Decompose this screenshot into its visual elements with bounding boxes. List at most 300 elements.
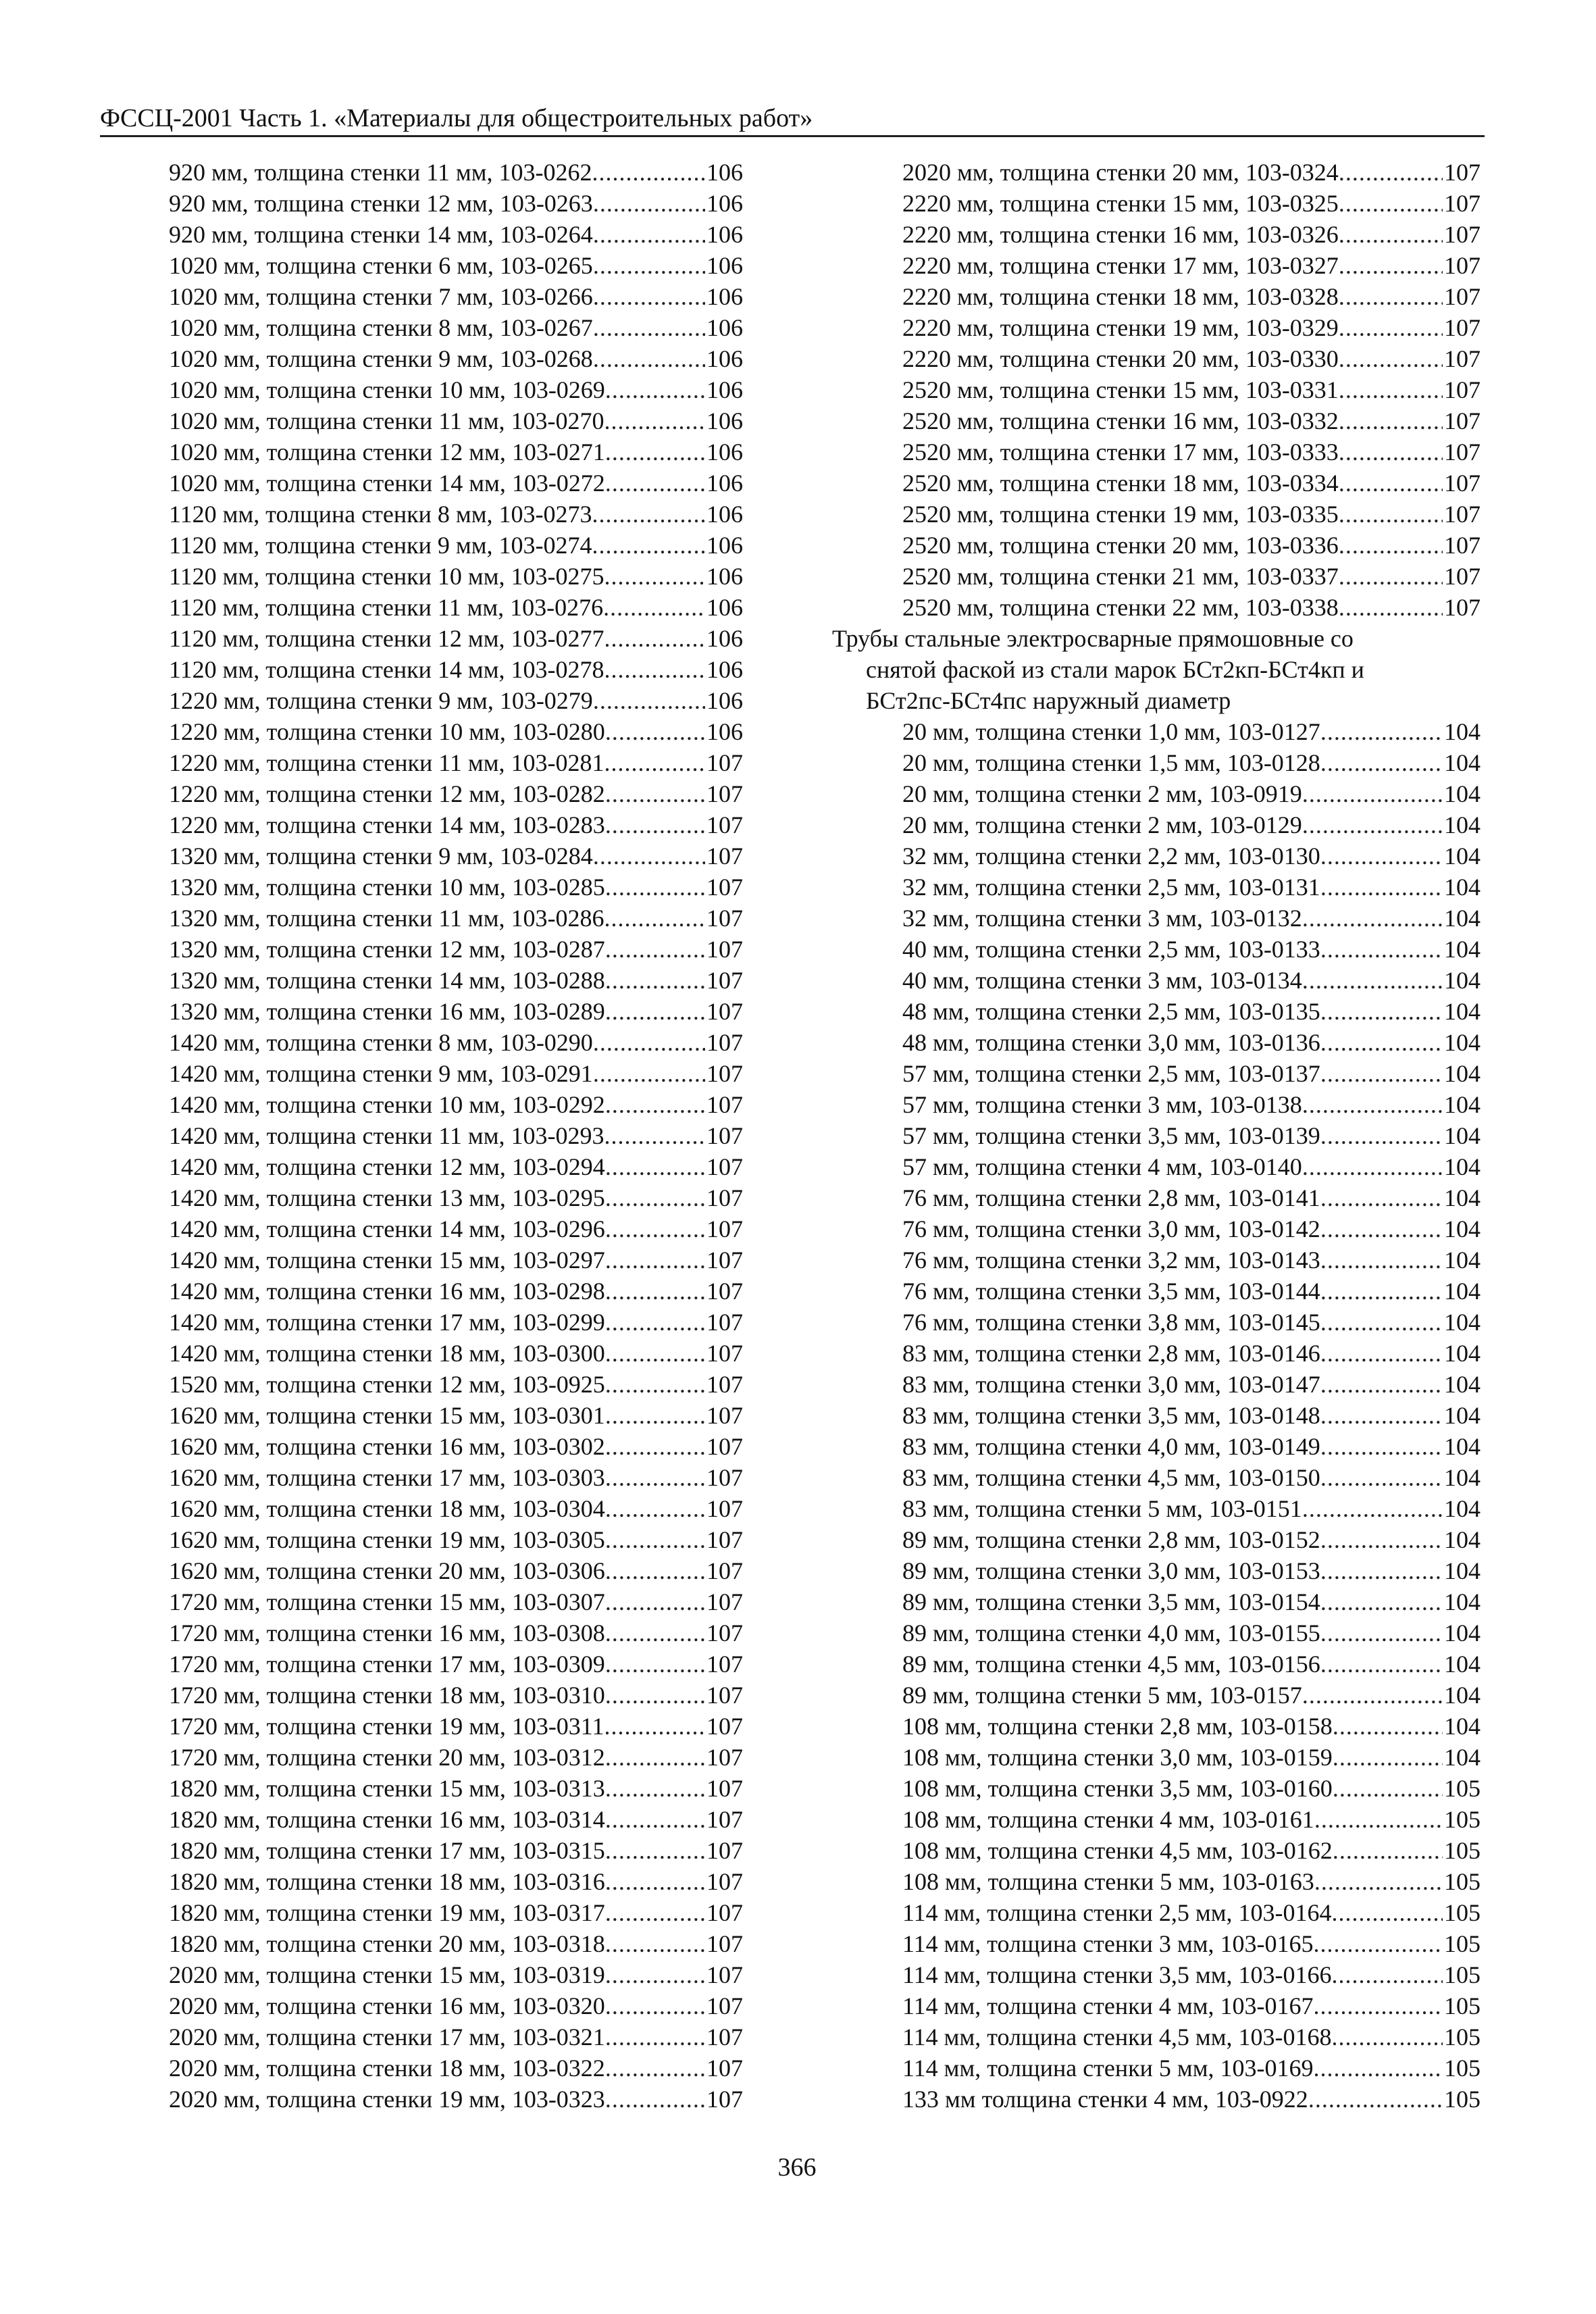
entry-page-number: 107 bbox=[706, 1899, 743, 1926]
dot-leader bbox=[604, 1120, 705, 1151]
entry-page-number: 107 bbox=[706, 1402, 743, 1429]
entry-text: 2020 мм, толщина стенки 19 мм, 103-0323 bbox=[169, 2086, 605, 2113]
entry-page-number: 107 bbox=[706, 998, 743, 1025]
dot-leader bbox=[593, 1027, 705, 1058]
entry-text: 1120 мм, толщина стенки 14 мм, 103-0278 bbox=[169, 656, 604, 683]
entry-page-number: 104 bbox=[1444, 936, 1481, 963]
entry-page-number: 104 bbox=[1444, 1122, 1481, 1149]
entry-text: 1720 мм, толщина стенки 16 мм, 103-0308 bbox=[169, 1619, 605, 1646]
entry-text: 1320 мм, толщина стенки 14 мм, 103-0288 bbox=[169, 967, 605, 994]
entry-text: 1820 мм, толщина стенки 19 мм, 103-0317 bbox=[169, 1899, 605, 1926]
entry-text: 2220 мм, толщина стенки 15 мм, 103-0325 bbox=[902, 190, 1339, 217]
dot-leader bbox=[1320, 1307, 1443, 1338]
entry-page-number: 104 bbox=[1444, 905, 1481, 932]
entry-page-number: 107 bbox=[706, 1775, 743, 1802]
index-entry bbox=[832, 1711, 1481, 1742]
dot-leader bbox=[605, 1151, 705, 1182]
dot-leader bbox=[605, 1182, 705, 1213]
entry-text: 114 мм, толщина стенки 3,5 мм, 103-0166 bbox=[902, 1961, 1332, 1988]
entry-text: 1320 мм, толщина стенки 10 мм, 103-0285 bbox=[169, 874, 605, 901]
index-entry bbox=[169, 1369, 743, 1400]
entry-text: 108 мм, толщина стенки 4 мм, 103-0161 bbox=[902, 1806, 1314, 1833]
dot-leader bbox=[605, 1649, 705, 1680]
entry-page-number: 107 bbox=[706, 1713, 743, 1740]
index-entry bbox=[832, 1120, 1481, 1151]
dot-leader bbox=[1320, 1369, 1443, 1400]
entry-text: 1020 мм, толщина стенки 14 мм, 103-0272 bbox=[169, 470, 605, 497]
index-entry bbox=[832, 996, 1481, 1027]
index-entry bbox=[832, 1649, 1481, 1680]
index-entry bbox=[832, 1182, 1481, 1213]
dot-leader bbox=[604, 1711, 705, 1742]
entry-page-number: 104 bbox=[1444, 1588, 1481, 1615]
dot-leader bbox=[605, 1369, 705, 1400]
dot-leader bbox=[1339, 592, 1443, 623]
index-entry bbox=[169, 188, 743, 219]
entry-text: 1120 мм, толщина стенки 8 мм, 103-0273 bbox=[169, 501, 592, 528]
dot-leader bbox=[1308, 2084, 1443, 2115]
index-entry bbox=[169, 1742, 743, 1773]
dot-leader bbox=[1320, 934, 1443, 965]
entry-page-number: 107 bbox=[706, 1464, 743, 1491]
section-heading bbox=[832, 623, 1481, 716]
dot-leader bbox=[605, 1897, 705, 1928]
index-entry bbox=[832, 499, 1481, 530]
dot-leader bbox=[1339, 312, 1443, 343]
entry-page-number: 104 bbox=[1444, 1247, 1481, 1274]
dot-leader bbox=[605, 965, 705, 996]
entry-text: 20 мм, толщина стенки 1,0 мм, 103-0127 bbox=[902, 718, 1320, 745]
entry-page-number: 107 bbox=[1444, 221, 1481, 248]
index-entry bbox=[832, 1617, 1481, 1649]
dot-leader bbox=[1302, 965, 1443, 996]
entry-page-number: 105 bbox=[1444, 1806, 1481, 1833]
index-entry bbox=[832, 1027, 1481, 1058]
entry-page-number: 107 bbox=[706, 1371, 743, 1398]
entry-text: 1120 мм, толщина стенки 11 мм, 103-0276 bbox=[169, 594, 604, 621]
index-entry bbox=[832, 1804, 1481, 1835]
index-entry bbox=[832, 374, 1481, 405]
entry-text: 1820 мм, толщина стенки 15 мм, 103-0313 bbox=[169, 1775, 605, 1802]
entry-page-number: 106 bbox=[706, 563, 743, 590]
dot-leader bbox=[605, 1959, 705, 1990]
entry-page-number: 104 bbox=[1444, 967, 1481, 994]
entry-page-number: 105 bbox=[1444, 1868, 1481, 1895]
dot-leader bbox=[593, 250, 705, 281]
dot-leader bbox=[605, 1773, 705, 1804]
dot-leader bbox=[593, 219, 705, 250]
index-entry bbox=[169, 436, 743, 468]
entry-page-number: 106 bbox=[706, 407, 743, 434]
entry-text: 1420 мм, толщина стенки 13 мм, 103-0295 bbox=[169, 1184, 605, 1211]
entry-text: 32 мм, толщина стенки 2,2 мм, 103-0130 bbox=[902, 842, 1320, 870]
dot-leader bbox=[605, 1400, 705, 1431]
dot-leader bbox=[605, 1307, 705, 1338]
entry-text: 76 мм, толщина стенки 3,2 мм, 103-0143 bbox=[902, 1247, 1320, 1274]
entry-page-number: 106 bbox=[706, 159, 743, 186]
entry-text: 1020 мм, толщина стенки 11 мм, 103-0270 bbox=[169, 407, 604, 434]
index-entry bbox=[169, 1555, 743, 1586]
dot-leader bbox=[605, 716, 705, 747]
dot-leader bbox=[1320, 1338, 1443, 1369]
dot-leader bbox=[1320, 716, 1443, 747]
dot-leader bbox=[1339, 188, 1443, 219]
dot-leader bbox=[605, 1835, 705, 1866]
entry-page-number: 106 bbox=[706, 283, 743, 310]
index-entry bbox=[832, 903, 1481, 934]
index-entry bbox=[832, 157, 1481, 188]
entry-page-number: 107 bbox=[706, 1557, 743, 1584]
dot-leader bbox=[1333, 1742, 1443, 1773]
dot-leader bbox=[1314, 1866, 1443, 1897]
dot-leader bbox=[1320, 1400, 1443, 1431]
index-entry bbox=[832, 1213, 1481, 1244]
entry-page-number: 106 bbox=[706, 190, 743, 217]
entry-page-number: 107 bbox=[706, 1153, 743, 1180]
index-entry bbox=[832, 1431, 1481, 1462]
dot-leader bbox=[1339, 219, 1443, 250]
entry-text: 76 мм, толщина стенки 3,5 мм, 103-0144 bbox=[902, 1278, 1320, 1305]
index-entry bbox=[832, 716, 1481, 747]
index-entry bbox=[169, 716, 743, 747]
entry-page-number: 107 bbox=[706, 936, 743, 963]
dot-leader bbox=[605, 1524, 705, 1555]
entry-text: 1020 мм, толщина стенки 9 мм, 103-0268 bbox=[169, 345, 593, 372]
index-entry bbox=[832, 405, 1481, 436]
dot-leader bbox=[593, 281, 705, 312]
index-entry bbox=[169, 1338, 743, 1369]
index-entry bbox=[832, 2021, 1481, 2053]
entry-page-number: 107 bbox=[706, 2055, 743, 2082]
entry-page-number: 105 bbox=[1444, 1961, 1481, 1988]
dot-leader bbox=[1320, 840, 1443, 872]
entry-text: 2520 мм, толщина стенки 20 мм, 103-0336 bbox=[902, 532, 1339, 559]
dot-leader bbox=[605, 1928, 705, 1959]
index-entry bbox=[832, 1338, 1481, 1369]
index-entry bbox=[832, 1835, 1481, 1866]
entry-text: 1020 мм, толщина стенки 7 мм, 103-0266 bbox=[169, 283, 593, 310]
dot-leader bbox=[605, 1742, 705, 1773]
entry-text: 2020 мм, толщина стенки 18 мм, 103-0322 bbox=[169, 2055, 605, 2082]
index-entry bbox=[169, 1804, 743, 1835]
index-entry bbox=[169, 561, 743, 592]
entry-page-number: 106 bbox=[706, 687, 743, 714]
entry-text: 1720 мм, толщина стенки 17 мм, 103-0309 bbox=[169, 1651, 605, 1678]
entry-text: 1620 мм, толщина стенки 17 мм, 103-0303 bbox=[169, 1464, 605, 1491]
entry-page-number: 104 bbox=[1444, 1526, 1481, 1553]
index-entry bbox=[832, 468, 1481, 499]
index-entry bbox=[169, 1244, 743, 1276]
dot-leader bbox=[1320, 747, 1443, 778]
entry-text: 2520 мм, толщина стенки 15 мм, 103-0331 bbox=[902, 376, 1339, 403]
dot-leader bbox=[593, 1058, 705, 1089]
entry-page-number: 107 bbox=[706, 1619, 743, 1646]
entry-text: 2220 мм, толщина стенки 20 мм, 103-0330 bbox=[902, 345, 1339, 372]
dot-leader bbox=[1314, 1804, 1443, 1835]
entry-page-number: 106 bbox=[706, 532, 743, 559]
entry-page-number: 104 bbox=[1444, 1557, 1481, 1584]
entry-page-number: 107 bbox=[706, 1588, 743, 1615]
dot-leader bbox=[593, 188, 705, 219]
entry-page-number: 104 bbox=[1444, 1713, 1481, 1740]
index-entry bbox=[832, 1524, 1481, 1555]
entry-text: 48 мм, толщина стенки 2,5 мм, 103-0135 bbox=[902, 998, 1320, 1025]
dot-leader bbox=[605, 1586, 705, 1617]
entry-page-number: 107 bbox=[706, 1433, 743, 1460]
entry-text: 1320 мм, толщина стенки 16 мм, 103-0289 bbox=[169, 998, 605, 1025]
entry-text: 1820 мм, толщина стенки 20 мм, 103-0318 bbox=[169, 1930, 605, 1957]
index-entry bbox=[169, 1928, 743, 1959]
dot-leader bbox=[593, 840, 705, 872]
dot-leader bbox=[604, 903, 705, 934]
index-entry bbox=[832, 1555, 1481, 1586]
entry-text: 920 мм, толщина стенки 11 мм, 103-0262 bbox=[169, 159, 592, 186]
entry-text: 2220 мм, толщина стенки 17 мм, 103-0327 bbox=[902, 252, 1339, 279]
dot-leader bbox=[592, 157, 705, 188]
entry-page-number: 107 bbox=[706, 1060, 743, 1087]
index-entry bbox=[169, 250, 743, 281]
dot-leader bbox=[1320, 872, 1443, 903]
index-entry bbox=[169, 2021, 743, 2053]
entry-text: 920 мм, толщина стенки 14 мм, 103-0264 bbox=[169, 221, 593, 248]
entry-page-number: 107 bbox=[706, 1526, 743, 1553]
dot-leader bbox=[1339, 530, 1443, 561]
entry-page-number: 104 bbox=[1444, 1184, 1481, 1211]
entry-text: 89 мм, толщина стенки 3,0 мм, 103-0153 bbox=[902, 1557, 1320, 1584]
entry-text: 83 мм, толщина стенки 4,0 мм, 103-0149 bbox=[902, 1433, 1320, 1460]
entry-text: 1420 мм, толщина стенки 18 мм, 103-0300 bbox=[169, 1340, 605, 1367]
index-entry bbox=[832, 312, 1481, 343]
dot-leader bbox=[1320, 1431, 1443, 1462]
dot-leader bbox=[605, 468, 705, 499]
entry-page-number: 107 bbox=[706, 1122, 743, 1149]
dot-leader bbox=[605, 1338, 705, 1369]
right-column bbox=[832, 157, 1481, 2115]
header-rule bbox=[100, 135, 1485, 137]
entry-page-number: 104 bbox=[1444, 1464, 1481, 1491]
entry-page-number: 107 bbox=[706, 1309, 743, 1336]
entry-page-number: 107 bbox=[1444, 407, 1481, 434]
entry-text: 2520 мм, толщина стенки 17 мм, 103-0333 bbox=[902, 438, 1339, 466]
entry-page-number: 106 bbox=[706, 470, 743, 497]
entry-text: 57 мм, толщина стенки 3 мм, 103-0138 bbox=[902, 1091, 1302, 1118]
dot-leader bbox=[1302, 778, 1443, 809]
entry-page-number: 104 bbox=[1444, 1091, 1481, 1118]
index-entry bbox=[169, 1680, 743, 1711]
entry-text: 1220 мм, толщина стенки 10 мм, 103-0280 bbox=[169, 718, 605, 745]
entry-text: 1020 мм, толщина стенки 10 мм, 103-0269 bbox=[169, 376, 605, 403]
entry-text: 133 мм толщина стенки 4 мм, 103-0922 bbox=[902, 2086, 1308, 2113]
dot-leader bbox=[1339, 281, 1443, 312]
entry-text: 89 мм, толщина стенки 5 мм, 103-0157 bbox=[902, 1682, 1302, 1709]
entry-text: 2520 мм, толщина стенки 21 мм, 103-0337 bbox=[902, 563, 1339, 590]
index-entry bbox=[832, 250, 1481, 281]
dot-leader bbox=[1339, 436, 1443, 468]
index-entry bbox=[169, 499, 743, 530]
index-entry bbox=[169, 374, 743, 405]
dot-leader bbox=[1320, 996, 1443, 1027]
entry-page-number: 106 bbox=[706, 221, 743, 248]
index-entry bbox=[832, 281, 1481, 312]
index-entry bbox=[169, 623, 743, 654]
entry-text: 1420 мм, толщина стенки 17 мм, 103-0299 bbox=[169, 1309, 605, 1336]
entry-text: 108 мм, толщина стенки 4,5 мм, 103-0162 bbox=[902, 1837, 1333, 1864]
entry-page-number: 104 bbox=[1444, 874, 1481, 901]
entry-page-number: 107 bbox=[1444, 190, 1481, 217]
entry-text: 2020 мм, толщина стенки 20 мм, 103-0324 bbox=[902, 159, 1339, 186]
index-entry bbox=[169, 468, 743, 499]
entry-page-number: 104 bbox=[1444, 749, 1481, 776]
entry-text: 20 мм, толщина стенки 2 мм, 103-0129 bbox=[902, 811, 1302, 838]
entry-page-number: 105 bbox=[1444, 1992, 1481, 2019]
index-entry bbox=[169, 1058, 743, 1089]
index-entry bbox=[169, 1524, 743, 1555]
dot-leader bbox=[1320, 1617, 1443, 1649]
entry-text: 1220 мм, толщина стенки 14 мм, 103-0283 bbox=[169, 811, 605, 838]
entry-page-number: 107 bbox=[706, 1868, 743, 1895]
entry-page-number: 105 bbox=[1444, 1930, 1481, 1957]
entry-page-number: 105 bbox=[1444, 2055, 1481, 2082]
entry-text: 2520 мм, толщина стенки 22 мм, 103-0338 bbox=[902, 594, 1339, 621]
entry-text: 2520 мм, толщина стенки 18 мм, 103-0334 bbox=[902, 470, 1339, 497]
dot-leader bbox=[604, 747, 705, 778]
entry-text: 76 мм, толщина стенки 3,0 мм, 103-0142 bbox=[902, 1215, 1320, 1242]
entry-text: 108 мм, толщина стенки 3,0 мм, 103-0159 bbox=[902, 1744, 1333, 1771]
dot-leader bbox=[1320, 1586, 1443, 1617]
dot-leader bbox=[1320, 1462, 1443, 1493]
entry-text: 1520 мм, толщина стенки 12 мм, 103-0925 bbox=[169, 1371, 605, 1398]
entry-text: 1420 мм, толщина стенки 15 мм, 103-0297 bbox=[169, 1247, 605, 1274]
entry-text: 2220 мм, толщина стенки 19 мм, 103-0329 bbox=[902, 314, 1339, 341]
entry-page-number: 107 bbox=[706, 1215, 743, 1242]
entry-page-number: 107 bbox=[706, 1247, 743, 1274]
index-entry bbox=[832, 1089, 1481, 1120]
entry-text: 1020 мм, толщина стенки 12 мм, 103-0271 bbox=[169, 438, 605, 466]
page-header: ФССЦ-2001 Часть 1. «Материалы для общестроительных работ» bbox=[100, 104, 813, 132]
index-entry bbox=[832, 747, 1481, 778]
entry-text: 1220 мм, толщина стенки 9 мм, 103-0279 bbox=[169, 687, 593, 714]
entry-text: 89 мм, толщина стенки 3,5 мм, 103-0154 bbox=[902, 1588, 1320, 1615]
entry-text: 1720 мм, толщина стенки 15 мм, 103-0307 bbox=[169, 1588, 605, 1615]
entry-text: 2520 мм, толщина стенки 19 мм, 103-0335 bbox=[902, 501, 1339, 528]
entry-page-number: 104 bbox=[1444, 1371, 1481, 1398]
dot-leader bbox=[605, 996, 705, 1027]
entry-text: 1420 мм, толщина стенки 8 мм, 103-0290 bbox=[169, 1029, 593, 1056]
entry-text: 1820 мм, толщина стенки 16 мм, 103-0314 bbox=[169, 1806, 605, 1833]
entry-page-number: 107 bbox=[1444, 376, 1481, 403]
entry-text: 32 мм, толщина стенки 3 мм, 103-0132 bbox=[902, 905, 1302, 932]
index-entry bbox=[169, 965, 743, 996]
entry-text: 57 мм, толщина стенки 2,5 мм, 103-0137 bbox=[902, 1060, 1320, 1087]
dot-leader bbox=[1320, 1244, 1443, 1276]
entry-page-number: 104 bbox=[1444, 1433, 1481, 1460]
entry-page-number: 107 bbox=[1444, 283, 1481, 310]
entry-text: 920 мм, толщина стенки 12 мм, 103-0263 bbox=[169, 190, 593, 217]
entry-text: 1420 мм, толщина стенки 16 мм, 103-0298 bbox=[169, 1278, 605, 1305]
index-entry bbox=[169, 747, 743, 778]
entry-page-number: 107 bbox=[706, 1651, 743, 1678]
dot-leader bbox=[605, 934, 705, 965]
entry-text: 1820 мм, толщина стенки 17 мм, 103-0315 bbox=[169, 1837, 605, 1864]
entry-page-number: 104 bbox=[1444, 1619, 1481, 1646]
entry-text: 1420 мм, толщина стенки 9 мм, 103-0291 bbox=[169, 1060, 593, 1087]
dot-leader bbox=[605, 2053, 705, 2084]
entry-text: 48 мм, толщина стенки 3,0 мм, 103-0136 bbox=[902, 1029, 1320, 1056]
entry-text: 108 мм, толщина стенки 2,8 мм, 103-0158 bbox=[902, 1713, 1333, 1740]
dot-leader bbox=[1313, 1990, 1443, 2021]
section-heading-line: снятой фаской из стали марок БСт2кп-БСт4кп и bbox=[866, 656, 1364, 683]
entry-text: 114 мм, толщина стенки 4,5 мм, 103-0168 bbox=[902, 2023, 1332, 2051]
dot-leader bbox=[1320, 1027, 1443, 1058]
index-entry bbox=[832, 1151, 1481, 1182]
index-entry bbox=[169, 1462, 743, 1493]
index-entry bbox=[169, 1959, 743, 1990]
index-entry bbox=[169, 1182, 743, 1213]
entry-page-number: 107 bbox=[1444, 501, 1481, 528]
dot-leader bbox=[1339, 561, 1443, 592]
entry-text: 1320 мм, толщина стенки 9 мм, 103-0284 bbox=[169, 842, 593, 870]
section-heading-line: Трубы стальные электросварные прямошовные со bbox=[832, 625, 1354, 652]
dot-leader bbox=[1320, 1649, 1443, 1680]
dot-leader bbox=[1320, 1120, 1443, 1151]
dot-leader bbox=[605, 1555, 705, 1586]
entry-text: 1620 мм, толщина стенки 15 мм, 103-0301 bbox=[169, 1402, 605, 1429]
index-entry bbox=[169, 592, 743, 623]
entry-page-number: 104 bbox=[1444, 1744, 1481, 1771]
index-entry bbox=[832, 934, 1481, 965]
index-entry bbox=[832, 872, 1481, 903]
entry-page-number: 107 bbox=[706, 749, 743, 776]
entry-text: 1420 мм, толщина стенки 10 мм, 103-0292 bbox=[169, 1091, 605, 1118]
entry-page-number: 107 bbox=[1444, 594, 1481, 621]
entry-text: 40 мм, толщина стенки 3 мм, 103-0134 bbox=[902, 967, 1302, 994]
entry-page-number: 107 bbox=[706, 967, 743, 994]
entry-text: 2220 мм, толщина стенки 16 мм, 103-0326 bbox=[902, 221, 1339, 248]
dot-leader bbox=[1320, 1213, 1443, 1244]
entry-text: 1320 мм, толщина стенки 11 мм, 103-0286 bbox=[169, 905, 604, 932]
dot-leader bbox=[1320, 1182, 1443, 1213]
index-entry bbox=[832, 436, 1481, 468]
entry-page-number: 106 bbox=[706, 656, 743, 683]
entry-page-number: 107 bbox=[706, 905, 743, 932]
index-entry bbox=[169, 809, 743, 840]
index-entry bbox=[832, 1400, 1481, 1431]
entry-page-number: 107 bbox=[706, 1340, 743, 1367]
entry-text: 89 мм, толщина стенки 2,8 мм, 103-0152 bbox=[902, 1526, 1320, 1553]
entry-text: 76 мм, толщина стенки 2,8 мм, 103-0141 bbox=[902, 1184, 1320, 1211]
entry-page-number: 104 bbox=[1444, 1278, 1481, 1305]
dot-leader bbox=[605, 1089, 705, 1120]
entry-page-number: 107 bbox=[1444, 470, 1481, 497]
entry-page-number: 107 bbox=[706, 1961, 743, 1988]
index-entry bbox=[169, 1586, 743, 1617]
dot-leader bbox=[1302, 1680, 1443, 1711]
entry-page-number: 104 bbox=[1444, 1029, 1481, 1056]
entry-text: 2020 мм, толщина стенки 15 мм, 103-0319 bbox=[169, 1961, 605, 1988]
entry-page-number: 106 bbox=[706, 314, 743, 341]
index-entry bbox=[169, 1649, 743, 1680]
dot-leader bbox=[605, 1213, 705, 1244]
dot-leader bbox=[1320, 1276, 1443, 1307]
dot-leader bbox=[1331, 1897, 1443, 1928]
entry-text: 89 мм, толщина стенки 4,5 мм, 103-0156 bbox=[902, 1651, 1320, 1678]
entry-page-number: 107 bbox=[1444, 563, 1481, 590]
dot-leader bbox=[593, 343, 705, 374]
entry-text: 1420 мм, толщина стенки 14 мм, 103-0296 bbox=[169, 1215, 605, 1242]
entry-text: 83 мм, толщина стенки 5 мм, 103-0151 bbox=[902, 1495, 1302, 1522]
index-entry bbox=[832, 1742, 1481, 1773]
entry-page-number: 107 bbox=[706, 1837, 743, 1864]
